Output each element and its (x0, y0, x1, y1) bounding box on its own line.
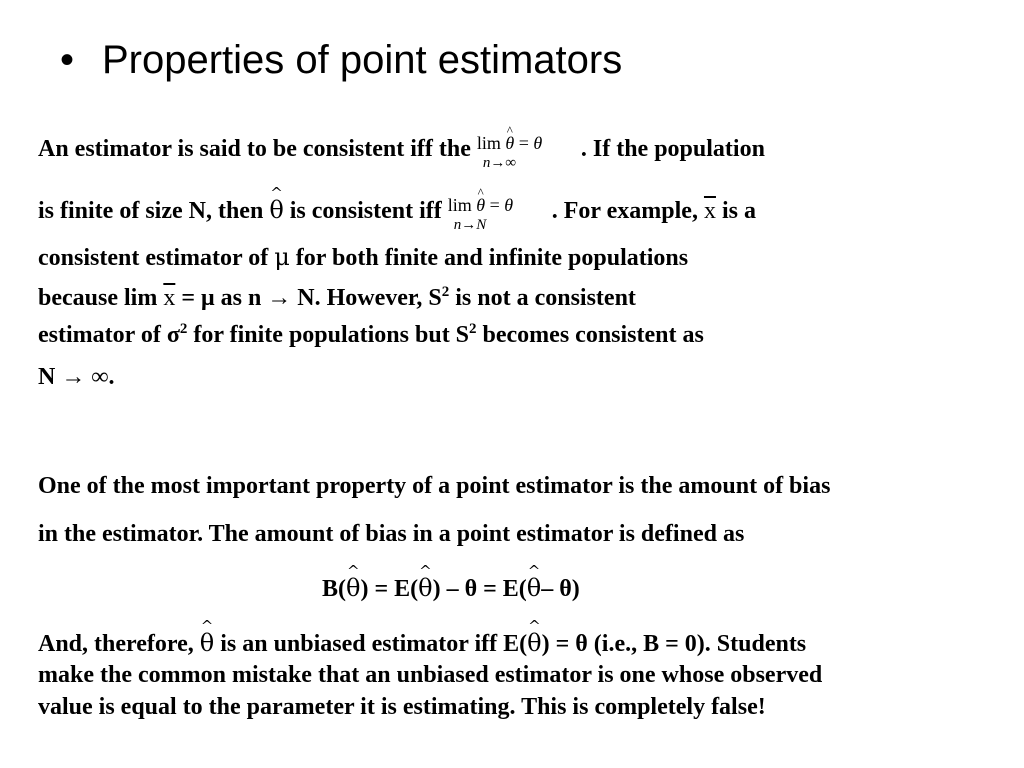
p1-line-5-text-c: becomes consistent as (482, 322, 704, 348)
p1-line-4 (38, 286, 636, 310)
p2-line-2: in the estimator. The amount of bias in a point estimator is defined as (38, 521, 745, 547)
p1-line-4-text-b: = μ as n → N. However, S (181, 285, 442, 311)
superscript-2: 2 (469, 321, 477, 337)
p1-line-2-text-c: . For example, (551, 198, 698, 224)
superscript-2: 2 (179, 321, 188, 337)
p1-line-3 (38, 245, 688, 270)
p3-line-1-text-a: And, therefore, (38, 631, 194, 657)
limit-top: lim ^ θ = θ (448, 196, 513, 214)
p1-line-1-text-a: An estimator is said to be consistent iff the (38, 136, 471, 162)
p1-line-3-text-b: for both finite and infinite populations (295, 245, 689, 271)
p1-line-6: N → ∞. (38, 364, 115, 390)
p1-line-5 (38, 323, 704, 347)
limit-subscript: n→N (453, 217, 487, 233)
mu-symbol: μ (274, 243, 290, 271)
p1-line-2-text-b: is consistent iff (289, 198, 442, 224)
p1-line-3-text-a: consistent estimator of (38, 245, 269, 271)
p1-line-1 (38, 132, 765, 172)
bias-formula: B(^ θ) = E(^ θ) – θ = E(^ θ– θ) (322, 576, 580, 601)
theta-hat: ^ θ (527, 576, 541, 600)
limit-expression-n (448, 194, 552, 234)
p3-line-1-text-c: ) = θ (i.e., B = 0). Students (541, 631, 807, 657)
theta-hat: ^ θ (418, 576, 432, 600)
p1-line-4-text-a: because lim (38, 285, 158, 311)
x-bar: $\overline{x}$ (163, 285, 176, 311)
x-bar: $\overline{x}$ (703, 198, 716, 224)
superscript-2: 2 (441, 284, 450, 300)
p2-line-1: One of the most important property of a point estimator is the amount of bias (38, 473, 831, 499)
title-bullet: • (60, 38, 75, 82)
theta-hat: ^ θ (269, 198, 283, 222)
theta-hat: ^ θ (527, 631, 541, 655)
title-text: Properties of point estimators (102, 38, 623, 82)
p1-line-2-text-a: is finite of size N, then (38, 198, 264, 224)
p3-line-1 (38, 631, 806, 656)
p1-line-2 (38, 194, 756, 234)
p1-line-5-text-b: for finite populations but S (193, 322, 470, 348)
p1-line-1-text-b: . If the population (580, 136, 765, 162)
p3-line-1-text-b: is an unbiased estimator iff E( (220, 631, 528, 657)
limit-expression-infinity (477, 132, 581, 172)
p1-line-5-text-a: estimator of σ (38, 322, 180, 348)
theta-hat: ^ θ (200, 631, 214, 655)
p3-line-3: value is equal to the parameter it is estimating. This is completely false! (38, 694, 766, 720)
p3-line-2: make the common mistake that an unbiased estimator is one whose observed (38, 662, 823, 688)
theta-hat: ^ θ (346, 576, 360, 600)
slide-title (60, 38, 622, 83)
p1-line-2-text-d: is a (721, 198, 756, 224)
limit-top: lim ^ θ = θ (477, 134, 542, 152)
p1-line-4-text-c: is not a consistent (455, 285, 636, 311)
limit-subscript: n→∞ (482, 155, 517, 171)
